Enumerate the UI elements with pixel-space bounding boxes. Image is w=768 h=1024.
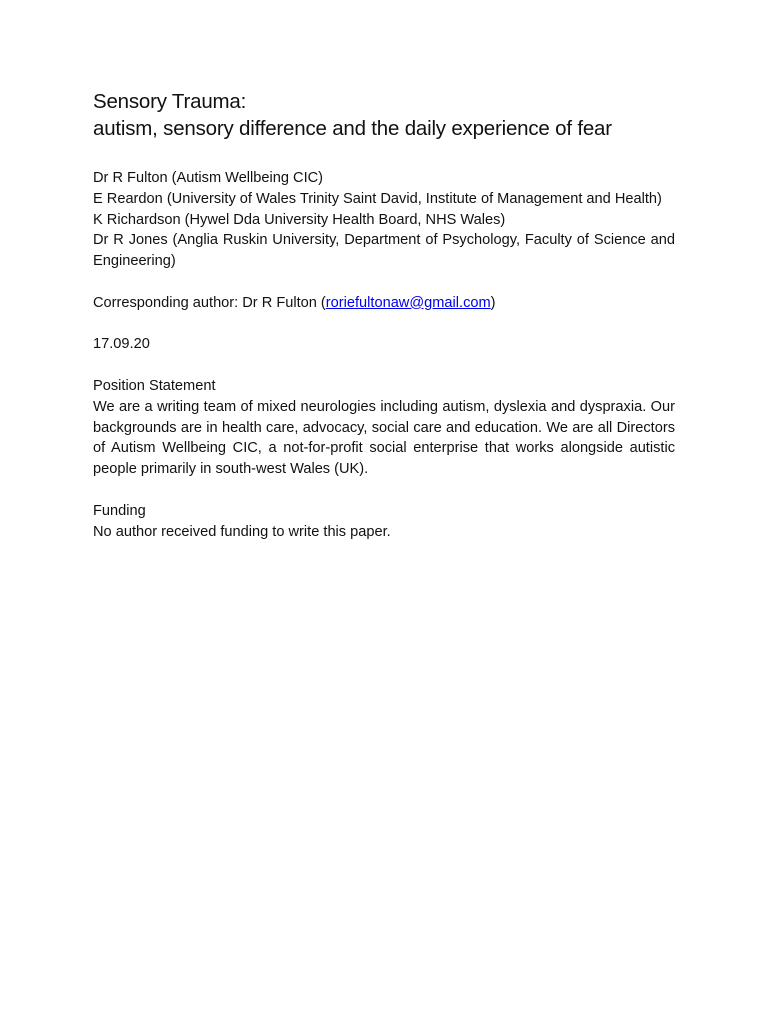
spacer <box>93 272 675 293</box>
corresponding-suffix: ) <box>490 294 496 311</box>
spacer <box>93 314 675 335</box>
paper-title <box>93 88 675 142</box>
date: 17.09.20 <box>93 336 150 353</box>
funding-text: No author received funding to write this paper. <box>93 523 391 540</box>
author-2: E Reardon (University of Wales Trinity Saint David, Institute of Management and Health) <box>93 190 662 207</box>
document-page <box>93 88 675 542</box>
author-1: Dr R Fulton (Autism Wellbeing CIC) <box>93 170 324 186</box>
title-line-1: Sensory Trauma: <box>93 90 247 113</box>
title-line-2: autism, sensory difference and the daily experience of fear <box>93 117 612 140</box>
spacer <box>93 480 675 501</box>
funding-heading: Funding <box>93 502 146 519</box>
spacer <box>93 355 675 376</box>
corresponding-prefix: Corresponding author: Dr R Fulton ( <box>93 294 326 311</box>
author-4: Dr R Jones (Anglia Ruskin University, Department of Psychology, Faculty of Science and Engineering) <box>93 232 675 270</box>
position-statement-heading: Position Statement <box>93 377 216 394</box>
author-list <box>93 168 675 272</box>
author-3: K Richardson (Hywel Dda University Health Board, NHS Wales) <box>93 211 506 228</box>
position-statement-text: We are a writing team of mixed neurologies including autism, dyslexia and dyspraxia. Our backgrounds are in health care, advocacy, social care and education. We are all Directors of Autism Wellbeing CIC, a not-for-profit social enterprise that works alongside autistic people primarily in south-west Wales (UK). <box>93 398 675 478</box>
corresponding-author <box>93 293 675 314</box>
email-link[interactable]: roriefultonaw@gmail.com <box>325 294 491 311</box>
